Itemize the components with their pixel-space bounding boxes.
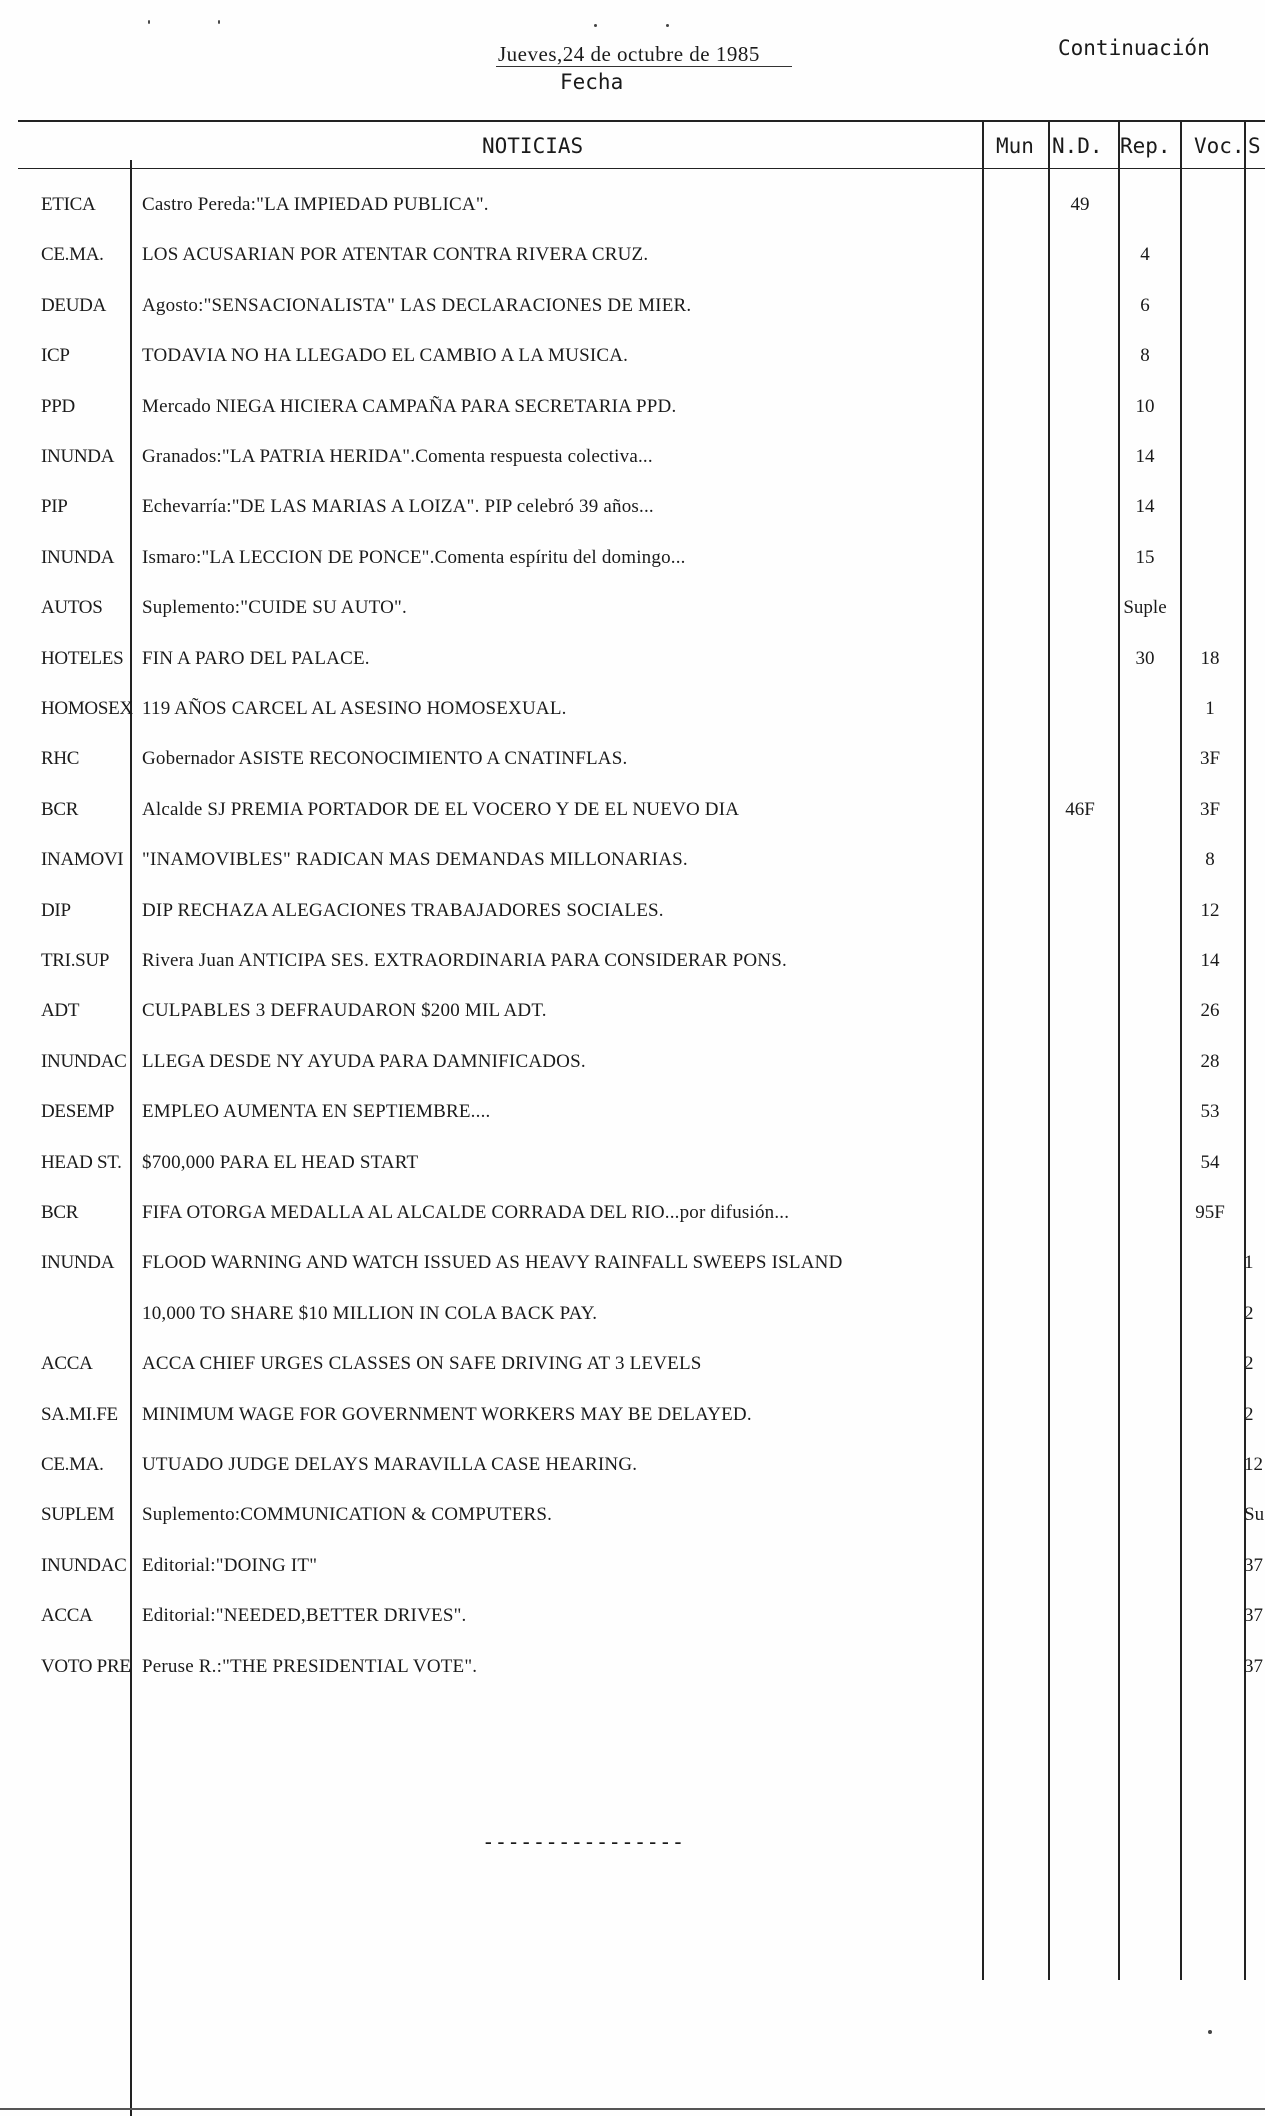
news-row xyxy=(0,345,1265,379)
news-headline: Ismaro:"LA LECCION DE PONCE".Comenta espíritu del domingo... xyxy=(142,547,686,568)
news-headline: Suplemento:"CUIDE SU AUTO". xyxy=(142,597,407,618)
news-headline: MINIMUM WAGE FOR GOVERNMENT WORKERS MAY BE DELAYED. xyxy=(142,1404,752,1425)
st-page-value: 12 xyxy=(1244,1454,1263,1475)
news-headline: Granados:"LA PATRIA HERIDA".Comenta respuesta colectiva... xyxy=(142,446,653,467)
news-row xyxy=(0,1353,1265,1387)
news-code: VOTO PRE xyxy=(41,1656,131,1677)
news-code: BCR xyxy=(41,799,79,820)
news-row xyxy=(0,446,1265,480)
voc-header: Voc. xyxy=(1194,134,1245,158)
news-code: INUNDA xyxy=(41,446,115,467)
news-row xyxy=(0,1303,1265,1337)
st-page-value: 2 xyxy=(1244,1303,1254,1324)
news-code: CE.MA. xyxy=(41,244,104,265)
voc-page-value: 3F xyxy=(1199,799,1221,820)
rep-page-value: 6 xyxy=(1140,295,1150,316)
news-headline: 119 AÑOS CARCEL AL ASESINO HOMOSEXUAL. xyxy=(142,698,567,719)
table-top-rule xyxy=(18,120,1265,122)
news-code: ETICA xyxy=(41,194,96,215)
news-code: HEAD ST. xyxy=(41,1152,122,1173)
news-code: RHC xyxy=(41,748,80,769)
news-code: INAMOVI xyxy=(41,849,124,870)
news-row xyxy=(0,1404,1265,1438)
rep-page-value: 8 xyxy=(1140,345,1150,366)
rep-page-value: 30 xyxy=(1135,648,1155,669)
voc-page-value: 12 xyxy=(1200,900,1220,921)
news-code: AUTOS xyxy=(41,597,103,618)
news-code: BCR xyxy=(41,1202,79,1223)
st-page-value: 1 xyxy=(1244,1252,1254,1273)
continuation-label: Continuación xyxy=(1058,36,1210,60)
news-code: ACCA xyxy=(41,1605,93,1626)
rep-page-value: 4 xyxy=(1140,244,1150,265)
nd-page-value: 49 xyxy=(1070,194,1090,215)
news-headline: Rivera Juan ANTICIPA SES. EXTRAORDINARIA PARA CONSIDERAR PONS. xyxy=(142,950,787,971)
news-row xyxy=(0,1656,1265,1690)
news-headline: CULPABLES 3 DEFRAUDARON $200 MIL ADT. xyxy=(142,1000,547,1021)
voc-page-value: 95F xyxy=(1195,1202,1225,1223)
news-code: DESEMP xyxy=(41,1101,115,1122)
news-headline: LLEGA DESDE NY AYUDA PARA DAMNIFICADOS. xyxy=(142,1051,586,1072)
voc-page-value: 8 xyxy=(1205,849,1215,870)
news-row xyxy=(0,496,1265,530)
scan-speck xyxy=(218,20,220,24)
news-code: PPD xyxy=(41,396,75,417)
news-code: TRI.SUP xyxy=(41,950,110,971)
voc-page-value: 1 xyxy=(1205,698,1215,719)
end-rule: ---------------- xyxy=(482,1830,685,1854)
date-value: Jueves,24 de octubre de 1985 xyxy=(498,42,760,66)
news-headline: TODAVIA NO HA LLEGADO EL CAMBIO A LA MUSICA. xyxy=(142,345,629,366)
st-page-value: 37 xyxy=(1244,1656,1263,1677)
news-row xyxy=(0,1202,1265,1236)
news-row xyxy=(0,648,1265,682)
news-row xyxy=(0,900,1265,934)
news-code: INUNDA xyxy=(41,1252,115,1273)
scan-speck xyxy=(148,20,150,24)
news-code: SA.MI.FE xyxy=(41,1404,118,1425)
voc-page-value: 18 xyxy=(1200,648,1220,669)
rep-page-value: 14 xyxy=(1135,446,1155,467)
noticias-header: NOTICIAS xyxy=(482,134,584,158)
news-headline: Mercado NIEGA HICIERA CAMPAÑA PARA SECRETARIA PPD. xyxy=(142,396,677,417)
news-row xyxy=(0,597,1265,631)
voc-page-value: 3F xyxy=(1199,748,1221,769)
news-code: CE.MA. xyxy=(41,1454,104,1475)
news-headline: Echevarría:"DE LAS MARIAS A LOIZA". PIP celebró 39 años... xyxy=(142,496,654,517)
st-page-value: 2 xyxy=(1244,1404,1254,1425)
news-row xyxy=(0,1252,1265,1286)
news-headline: EMPLEO AUMENTA EN SEPTIEMBRE.... xyxy=(142,1101,491,1122)
st-page-value: Su xyxy=(1244,1504,1265,1525)
news-headline: Castro Pereda:"LA IMPIEDAD PUBLICA". xyxy=(142,194,489,215)
news-code: PIP xyxy=(41,496,68,517)
voc-page-value: 53 xyxy=(1200,1101,1220,1122)
news-code: INUNDAC xyxy=(41,1555,127,1576)
news-code: DIP xyxy=(41,900,71,921)
st-page-value: 37 xyxy=(1244,1605,1263,1626)
news-row xyxy=(0,1101,1265,1135)
news-row xyxy=(0,698,1265,732)
news-code: SUPLEM xyxy=(41,1504,115,1525)
header-bottom-rule xyxy=(18,168,1265,169)
news-headline: Gobernador ASISTE RECONOCIMIENTO A CNATINFLAS. xyxy=(142,748,628,769)
rep-page-value: 14 xyxy=(1135,496,1155,517)
scan-speck xyxy=(1208,2030,1212,2034)
news-row xyxy=(0,295,1265,329)
news-headline: UTUADO JUDGE DELAYS MARAVILLA CASE HEARING. xyxy=(142,1454,638,1475)
news-headline: Editorial:"NEEDED,BETTER DRIVES". xyxy=(142,1605,467,1626)
news-headline: Agosto:"SENSACIONALISTA" LAS DECLARACIONES DE MIER. xyxy=(142,295,692,316)
news-code: ACCA xyxy=(41,1353,93,1374)
news-row xyxy=(0,244,1265,278)
voc-page-value: 54 xyxy=(1200,1152,1220,1173)
news-row xyxy=(0,1504,1265,1538)
news-headline: FLOOD WARNING AND WATCH ISSUED AS HEAVY RAINFALL SWEEPS ISLAND xyxy=(142,1252,843,1273)
nd-header: N.D. xyxy=(1052,134,1103,158)
news-headline: 10,000 TO SHARE $10 MILLION IN COLA BACK PAY. xyxy=(142,1303,598,1324)
news-row xyxy=(0,1605,1265,1639)
news-headline: Suplemento:COMMUNICATION & COMPUTERS. xyxy=(142,1504,553,1525)
news-row xyxy=(0,1152,1265,1186)
scan-speck xyxy=(594,24,597,27)
rep-page-value: Suple xyxy=(1123,597,1167,618)
st-header: S xyxy=(1248,134,1261,158)
scan-speck xyxy=(666,24,669,27)
news-headline: $700,000 PARA EL HEAD START xyxy=(142,1152,419,1173)
news-row xyxy=(0,748,1265,782)
news-row xyxy=(0,950,1265,984)
rep-page-value: 15 xyxy=(1135,547,1155,568)
news-headline: Editorial:"DOING IT" xyxy=(142,1555,318,1576)
voc-page-value: 14 xyxy=(1200,950,1220,971)
news-headline: LOS ACUSARIAN POR ATENTAR CONTRA RIVERA CRUZ. xyxy=(142,244,649,265)
news-row xyxy=(0,799,1265,833)
news-row xyxy=(0,1000,1265,1034)
news-row xyxy=(0,1454,1265,1488)
rep-page-value: 10 xyxy=(1135,396,1155,417)
news-row xyxy=(0,194,1265,228)
news-headline: "INAMOVIBLES" RADICAN MAS DEMANDAS MILLONARIAS. xyxy=(142,849,688,870)
st-page-value: 2 xyxy=(1244,1353,1254,1374)
news-code: DEUDA xyxy=(41,295,106,316)
news-code: INUNDA xyxy=(41,547,115,568)
date-underline xyxy=(496,66,792,67)
news-headline: FIFA OTORGA MEDALLA AL ALCALDE CORRADA DEL RIO...por difusión... xyxy=(142,1202,790,1223)
news-headline: Alcalde SJ PREMIA PORTADOR DE EL VOCERO Y DE EL NUEVO DIA xyxy=(142,799,740,820)
news-row xyxy=(0,396,1265,430)
news-code: ADT xyxy=(41,1000,80,1021)
news-code: HOMOSEX xyxy=(41,698,133,719)
rep-header: Rep. xyxy=(1120,134,1171,158)
page-bottom-rule xyxy=(0,2108,1265,2110)
news-headline: Peruse R.:"THE PRESIDENTIAL VOTE". xyxy=(142,1656,478,1677)
news-code: ICP xyxy=(41,345,70,366)
voc-page-value: 28 xyxy=(1200,1051,1220,1072)
date-caption: Fecha xyxy=(560,70,624,94)
news-row xyxy=(0,547,1265,581)
mun-header: Mun xyxy=(996,134,1034,158)
news-row xyxy=(0,1555,1265,1589)
news-row xyxy=(0,849,1265,883)
news-headline: DIP RECHAZA ALEGACIONES TRABAJADORES SOCIALES. xyxy=(142,900,664,921)
voc-page-value: 26 xyxy=(1200,1000,1220,1021)
nd-page-value: 46F xyxy=(1065,799,1095,820)
news-code: HOTELES xyxy=(41,648,124,669)
news-headline: FIN A PARO DEL PALACE. xyxy=(142,648,370,669)
news-headline: ACCA CHIEF URGES CLASSES ON SAFE DRIVING AT 3 LEVELS xyxy=(142,1353,702,1374)
news-row xyxy=(0,1051,1265,1085)
st-page-value: 37 xyxy=(1244,1555,1263,1576)
news-code: INUNDAC xyxy=(41,1051,127,1072)
